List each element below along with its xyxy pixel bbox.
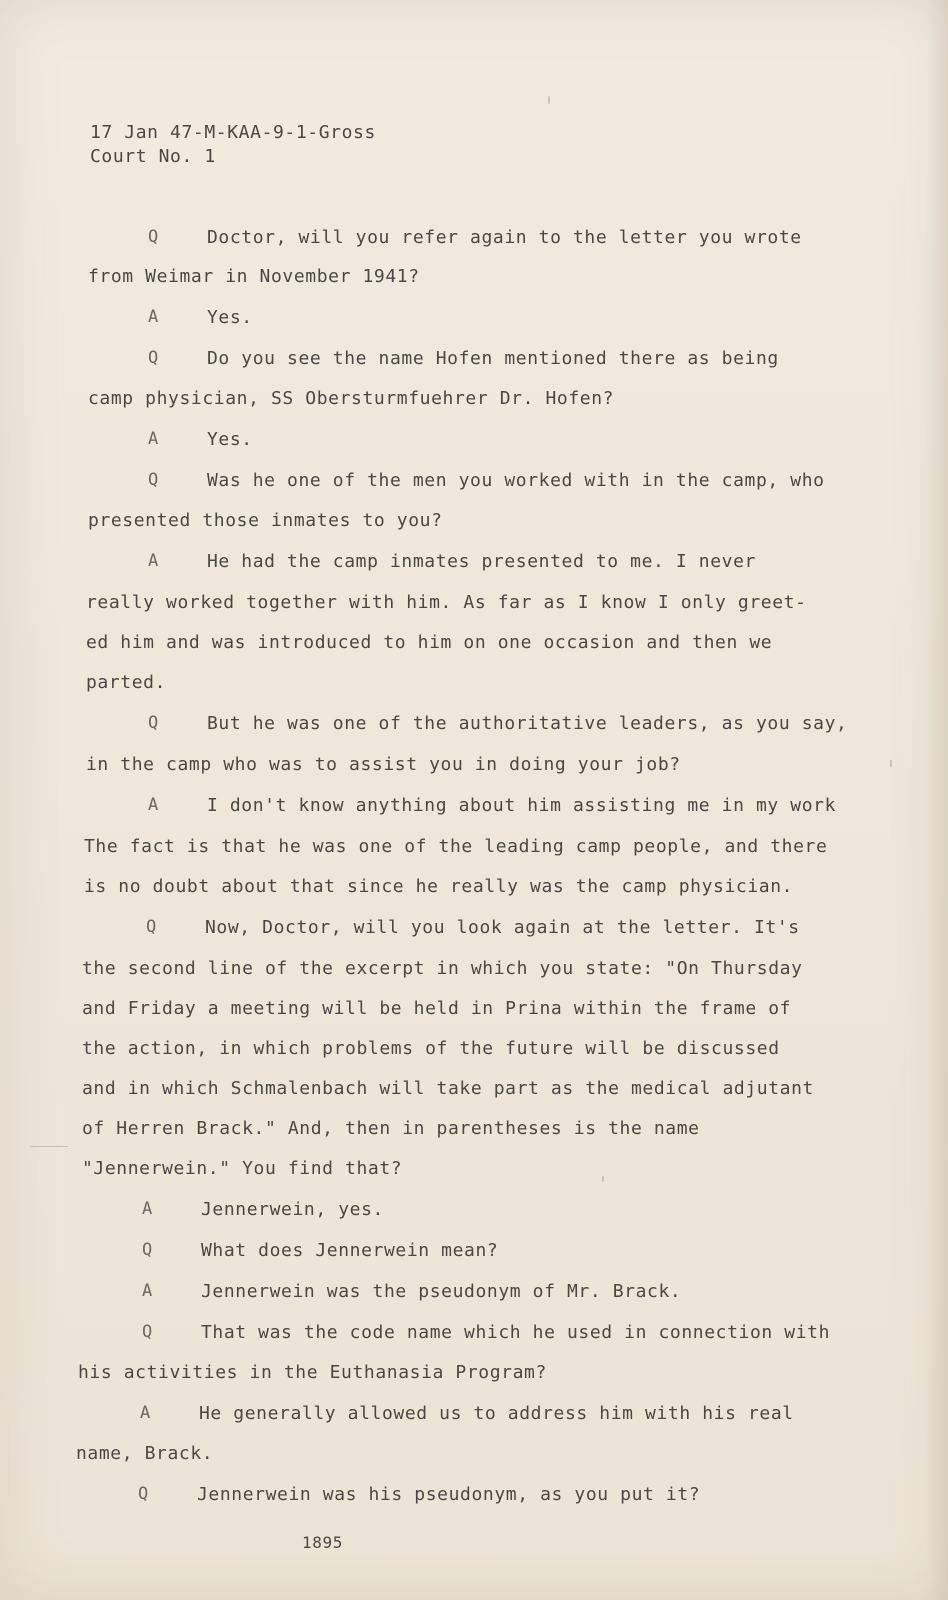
transcript-line: I don't know anything about him assisting me in my work [207, 795, 837, 816]
scan-speck [890, 760, 892, 767]
transcript-line: camp physician, SS Obersturmfuehrer Dr. Hofen? [88, 388, 615, 409]
transcript-line: The fact is that he was one of the leading camp people, and there [84, 836, 828, 857]
label-a: A [148, 551, 159, 571]
transcript-line: Jennerwein, yes. [201, 1199, 384, 1220]
transcript-line: from Weimar in November 1941? [88, 266, 420, 287]
transcript-line: really worked together with him. As far as I know I only greet- [86, 592, 807, 613]
label-q: Q [142, 1322, 153, 1342]
transcript-line: What does Jennerwein mean? [201, 1240, 499, 1261]
transcript-line: But he was one of the authoritative leaders, as you say, [207, 713, 848, 734]
transcript-line: Yes. [207, 429, 253, 450]
transcript-line: Doctor, will you refer again to the letter you wrote [207, 227, 802, 248]
transcript-line: parted. [86, 672, 167, 693]
scan-mark [30, 1146, 68, 1147]
transcript-line: name, Brack. [76, 1443, 214, 1464]
page-edge-shading [926, 0, 948, 1600]
label-a: A [148, 429, 159, 449]
transcript-line: in the camp who was to assist you in doing your job? [86, 754, 681, 775]
transcript-line: presented those inmates to you? [88, 510, 443, 531]
transcript-line: the action, in which problems of the future will be discussed [82, 1038, 780, 1059]
transcript-line: the second line of the excerpt in which you state: "On Thursday [82, 958, 803, 979]
header-reference: 17 Jan 47-M-KAA-9-1-Gross [90, 122, 376, 143]
label-q: Q [142, 1240, 153, 1260]
transcript-line: Jennerwein was the pseudonym of Mr. Brack. [201, 1281, 682, 1302]
label-q: Q [148, 348, 159, 368]
label-q: Q [148, 470, 159, 490]
transcript-line: ed him and was introduced to him on one occasion and then we [86, 632, 773, 653]
page-number: 1895 [302, 1533, 343, 1552]
label-q: Q [148, 227, 159, 247]
transcript-line: He had the camp inmates presented to me. I never [207, 551, 756, 572]
label-q: Q [146, 917, 157, 937]
label-a: A [142, 1281, 153, 1301]
transcript-line: and Friday a meeting will be held in Prina within the frame of [82, 998, 792, 1019]
label-a: A [142, 1199, 153, 1219]
header-court: Court No. 1 [90, 146, 216, 167]
transcript-line: He generally allowed us to address him with his real [199, 1403, 794, 1424]
transcript-line: Now, Doctor, will you look again at the letter. It's [205, 917, 800, 938]
transcript-line: is no doubt about that since he really was the camp physician. [84, 876, 794, 897]
label-a: A [148, 307, 159, 327]
transcript-line: Yes. [207, 307, 253, 328]
scan-speck [548, 96, 550, 104]
transcript-line: Do you see the name Hofen mentioned there as being [207, 348, 779, 369]
transcript-line: "Jennerwein." You find that? [82, 1158, 403, 1179]
label-a: A [140, 1403, 151, 1423]
transcript-line: his activities in the Euthanasia Program? [78, 1362, 547, 1383]
label-q: Q [138, 1484, 149, 1504]
transcript-line: and in which Schmalenbach will take part as the medical adjutant [82, 1078, 814, 1099]
label-q: Q [148, 713, 159, 733]
transcript-line: That was the code name which he used in connection with [201, 1322, 831, 1343]
transcript-line: Jennerwein was his pseudonym, as you put it? [197, 1484, 701, 1505]
transcript-line: Was he one of the men you worked with in the camp, who [207, 470, 825, 491]
transcript-line: of Herren Brack." And, then in parentheses is the name [82, 1118, 700, 1139]
scan-speck [602, 1176, 604, 1182]
label-a: A [148, 795, 159, 815]
